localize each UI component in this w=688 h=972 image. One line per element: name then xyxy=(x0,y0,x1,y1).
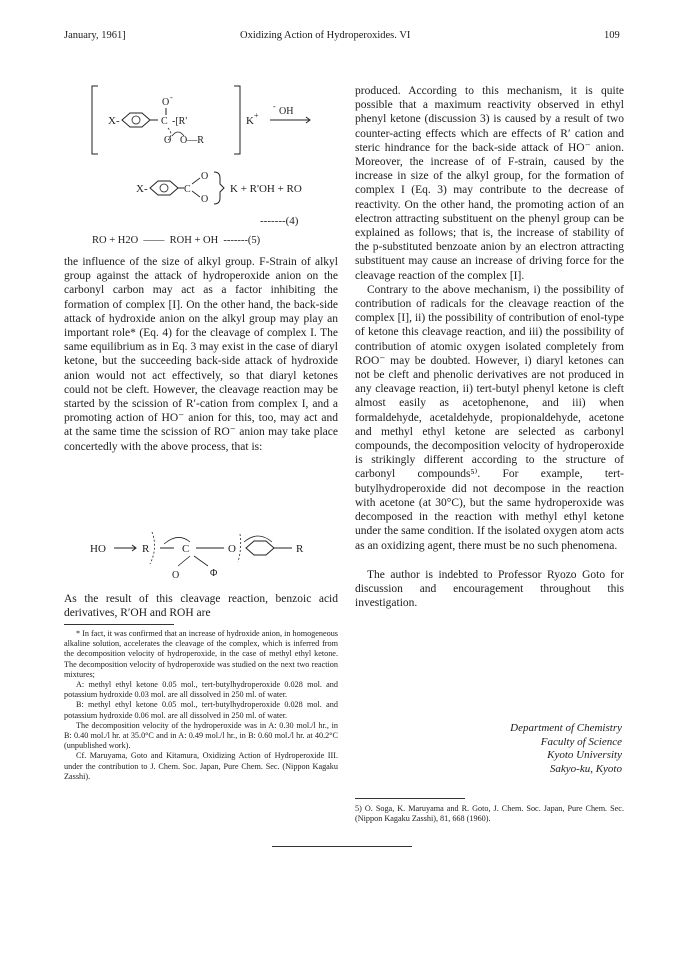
footnote-right xyxy=(355,804,624,824)
footnote-cf: Cf. Maruyama, Goto and Kitamura, Oxidizing Action of Hydroperoxide III. under the contribution to J. Chem. Soc. Japan, Pure Chem. Sec. (Nippon Kagaku Zasshi). xyxy=(64,751,338,781)
reaction-scheme-cleavage xyxy=(64,520,340,586)
left-column xyxy=(64,255,338,454)
svg-text:-: - xyxy=(273,102,276,111)
ho-label: HO xyxy=(90,543,106,555)
left-paragraph-2: As the result of this cleavage reaction, benzoic acid derivatives, R′OH and ROH are xyxy=(64,593,338,620)
reaction-scheme-complex xyxy=(84,80,364,255)
footnote-velocity: The decomposition velocity of the hydroperoxide was in A: 0.30 mol./l hr., in B: 0.40 mol./l hr. at 35.0°C and in A: 0.49 mol./l hr., in B: 0.60 mol./l hr. at 40.2°C (unpublished work). xyxy=(64,720,338,751)
r2-label: R xyxy=(296,543,304,555)
affiliation-line-3: Kyoto University xyxy=(547,749,622,762)
footnote-left xyxy=(64,629,338,782)
left-paragraph-1: the influence of the size of alkyl group. F-Strain of alkyl group against the attack of hydroperoxide anion on the carbonyl carbon may act as a factor inhibiting the formation of complex [I]. On the other hand, the back-side attack of hydroxide anion on the alkyl group may play an important role* (Eq. 4) for the cleavage of complex I. The same equilibrium as in Eq. 3 may exist in the case of diaryl ketone, but the succeeding back-side attack of hydroxide anion would not act effectively, so that diaryl ketones could not be cleft. However, the cleavage reaction may be started by the scission of R′-cation from complex I, and a promoting action of HO⁻ anion for this, too, may act and at the same time the scission of RO⁻ anion may take place concertedly with the above process, that is: xyxy=(64,256,338,453)
complex-x-label: X- xyxy=(108,115,120,127)
affiliation-line-4: Sakyo-ku, Kyoto xyxy=(549,762,622,775)
benzoate-o-label: O xyxy=(201,171,209,182)
k-plus-label: K xyxy=(246,115,254,127)
right-paragraph-1: produced. According to this mechanism, it is quite possible that a maximum reactivity observed in ethyl phenyl ketone (discussion 3) is caused by a result of two counter-acting effects which are effects of R′ cation and steric hindrance for the back-side attack of HO⁻ anion. Moreover, the increase of of F-strain, caused by the increase in size of the alkyl group, for the formation of complex I (Eq. 3) may contribute to the decrease of reactivity. On the other hand, the promoting action of an electron attracting substituent on the phenyl group can be explained as follows; that is, the increase of stability of the p-substituted benzoate anion by an electron attracting substituent may cause an increase of driving force for the cleavage reaction of the complex [I]. xyxy=(355,85,624,282)
header-title: Oxidizing Action of Hydroperoxides. VI xyxy=(240,30,411,41)
footnote-mixture-a: A: methyl ethyl ketone 0.05 mol., tert-butylhydroperoxide 0.028 mol. and potassium hydroxide 0.03 mol. are all dissolved in 250 ml. of water. xyxy=(64,680,338,700)
o-r-label: O—R xyxy=(180,135,204,146)
benzene-ring xyxy=(122,113,150,127)
phi-label: Φ xyxy=(210,568,218,579)
affiliation xyxy=(440,722,622,776)
benzoate-x-label: X- xyxy=(136,183,148,195)
o-minus-top: O xyxy=(162,97,170,108)
footnote-rule-left xyxy=(64,624,174,625)
footnote-rule-right xyxy=(355,798,465,799)
c-label: C xyxy=(182,543,190,555)
right-paragraph-2: Contrary to the above mechanism, i) the possibility of contribution of radicals for the cleavage reaction of the complex [I], ii) the possibility of contribution of enol-type of ketone this cleavage reaction, and iii) the possibility of contribution of atomic oxygen isolated completely from ROO⁻ may be doubted. However, i) diaryl ketones can not be cleft and phenolic derivatives are not produced in any cleavage reaction, ii) tert-butyl phenyl ketone is cleft almost easily as acetophenone, and iii) when formaldehyde, acetaldehyde, propionaldehyde, acetone and methyl ethyl ketone are selected as carbonyl compounds, the decomposition velocity of hydroperoxide is strikingly different according to the structure of carbonyl compounds⁵⁾. For example, tert-butylhydroperoxide did not decompose in the reaction with acetone (at 30°C), but the same hydroperoxide was decomposed in the reaction with methyl ethyl ketone under the same condition. If the isolated oxygen atom acts as an oxidizing agent, there must be no such phenomena. xyxy=(355,283,624,552)
reference-5: 5) O. Soga, K. Maruyama and R. Goto, J. Chem. Soc. Japan, Pure Chem. Sec. (Nippon Kagaku Zasshi), 81, 668 (1960). xyxy=(355,804,624,824)
products-line: K + R'OH + RO xyxy=(230,183,302,195)
o-label-2: O xyxy=(228,543,236,555)
svg-text:+: + xyxy=(254,111,259,120)
equation-4-number: -------(4) xyxy=(260,215,299,227)
r-prime-label: -[R' xyxy=(172,116,188,127)
right-column xyxy=(355,84,624,610)
equation-5: RO + H2O —— ROH + OH -------(5) xyxy=(92,235,261,246)
acknowledgement: The author is indebted to Professor Ryozo Goto for discussion and encouragement throughout this investigation. xyxy=(355,568,624,610)
svg-text:-: - xyxy=(170,93,173,102)
header-date: January, 1961] xyxy=(64,30,126,41)
o-lower-label: O xyxy=(164,135,172,146)
r-label: R xyxy=(142,543,150,555)
svg-text:C: C xyxy=(184,184,191,195)
affiliation-line-2: Faculty of Science xyxy=(540,735,622,748)
svg-text:O: O xyxy=(201,194,209,205)
bottom-rule xyxy=(272,846,412,847)
affiliation-line-1: Department of Chemistry xyxy=(510,722,622,734)
carbon-label: C xyxy=(161,116,168,127)
footnote-mixture-b: B: methyl ethyl ketone 0.05 mol., tert-butylhydroperoxide 0.028 mol. and potassium hydroxide 0.06 mol. are all dissolved in 250 ml. of water. xyxy=(64,700,338,720)
o-label-1: O xyxy=(172,570,180,581)
left-column-continued xyxy=(64,592,338,620)
footnote-star: * In fact, it was confirmed that an increase of hydroxide anion, in homogeneous alkaline solution, accelerates the cleavage of the complex, which is inferred from the decomposition velocity of hydroperoxide, in the case of methyl ethyl ketone. The decomposition velocity of hydroperoxide was studied on the next two reaction mixtures; xyxy=(64,629,338,679)
header-page-number: 109 xyxy=(604,30,620,41)
oh-reagent-label: OH xyxy=(279,106,294,117)
